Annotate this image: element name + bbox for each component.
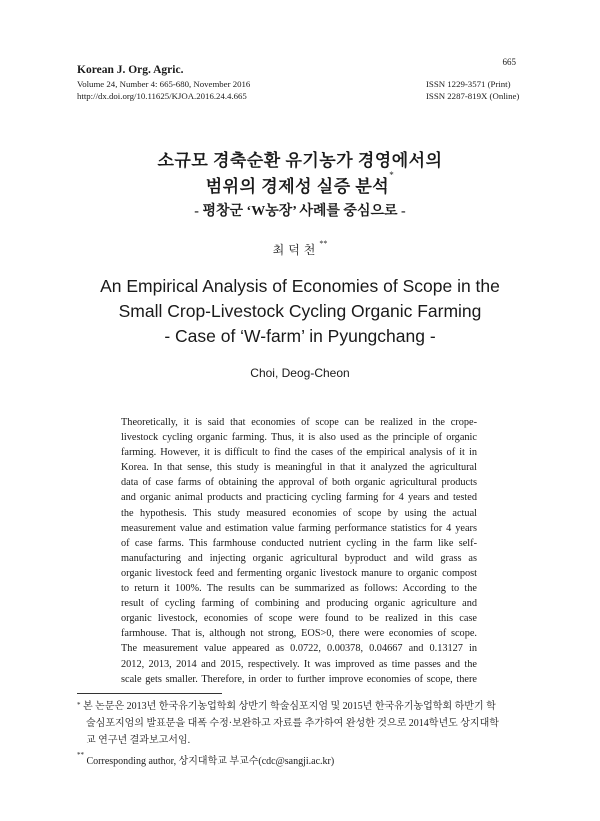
korean-author-name: 최덕천 (272, 243, 320, 257)
title-footnote-mark: * (389, 170, 395, 180)
abstract-line: 2012, 2013, 2014 and 2015, respectively. It was improved as time passes and the (121, 658, 477, 670)
english-author: Choi, Deog-Cheon (250, 366, 350, 380)
footnote-1 (77, 698, 527, 749)
footnote-2 (77, 752, 334, 767)
abstract-line: of case farms. This farmhouse conducted nutrient cycling in the farm like self- (121, 537, 477, 549)
abstract-line: The measurement value appeared as 0.0722, 0.00378, 0.04667 and 0.13127 in (121, 643, 477, 655)
abstract-line: manufacturing and injecting organic agricultural byproduct and wild grass as (121, 552, 477, 564)
abstract-line: farmhouse. That is, although not strong, EOS>0, there were economies of scope. (121, 628, 477, 640)
issn-online: ISSN 2287-819X (Online) (426, 91, 520, 101)
english-title-line-2: Small Crop-Livestock Cycling Organic Farming (118, 301, 482, 321)
journal-name: Korean J. Org. Agric. (77, 64, 184, 76)
journal-volume-line: Volume 24, Number 4: 665-680, November 2016 (77, 79, 251, 89)
doi-link[interactable]: http://dx.doi.org/10.11625/KJOA.2016.24.4.665 (77, 91, 247, 101)
abstract-line: measurement value and estimation value farming performance statistics for 4 years (121, 522, 477, 534)
english-title-line-1: An Empirical Analysis of Economies of Scope in the (100, 276, 500, 296)
footnote-2-text: Corresponding author, 상지대학교 부교수(cdc@sangji.ac.kr) (86, 756, 335, 767)
footnote-1-text-1: 본 논문은 2013년 한국유기농업학회 상반기 학술심포지엄 및 2015년 한국유기농업학회 하반기 학 (83, 701, 496, 712)
english-title-line-3: - Case of ‘W-farm’ in Pyungchang - (164, 326, 436, 346)
korean-title-line-1: 소규모 경축순환 유기농가 경영에서의 (157, 151, 443, 170)
abstract-line: organic livestock feed and fermenting organic livestock manure to organic compost (121, 567, 477, 579)
footnote-divider (77, 693, 222, 694)
issn-print: ISSN 1229-3571 (Print) (426, 79, 511, 89)
footnote-1-mark: * (77, 701, 81, 709)
footnote-1-line-1 (77, 698, 527, 715)
abstract-line: farming. However, it is difficult to find the cases of the empirical analysis of it in (121, 447, 477, 459)
abstract-line: organic livestock, economies of scope were found to be realized in this case (121, 613, 477, 625)
abstract-line: the hypothesis. This study measured economies of scope by using the actual (121, 507, 477, 519)
korean-title-line-2 (0, 172, 600, 197)
abstract-line: data of case farms of obtaining the approval of both organic agricultural products (121, 477, 477, 489)
abstract-line: livestock cycling organic farming. Thus, it is also used as the principle of organic (121, 432, 477, 444)
korean-subtitle: - 평창군 ‘W농장’ 사례를 중심으로 - (194, 204, 406, 219)
page-number: 665 (502, 57, 516, 67)
footnote-2-mark: ** (77, 751, 84, 759)
abstract-line: scale gets smaller. Therefore, in order to further improve economies of scope, there (121, 673, 477, 685)
author-footnote-mark: ** (319, 239, 328, 248)
abstract-line: Theoretically, it is said that economies of scope can be realized in the crope- (121, 417, 477, 428)
korean-title-line-2-text: 범위의 경제성 실증 분석 (205, 177, 390, 196)
footnote-1-line-3: 교 연구년 결과보고서임. (86, 735, 191, 746)
abstract-line: to return it 100%. The results can be summarized as follows: According to the (121, 583, 477, 595)
abstract-line: result of cycling farming of combining and producing organic agriculture and (121, 598, 477, 610)
abstract (121, 415, 477, 687)
korean-author (0, 241, 600, 258)
footnote-1-line-2: 술심포지엄의 발표문을 대폭 수정·보완하고 자료를 추가하여 완성한 것으로 2014학년도 상지대학 (86, 718, 499, 729)
abstract-line: and organic animal products and practicing cycling farming for 4 years and tested (121, 492, 477, 504)
abstract-line: Korea. In that sense, this study is meaningful in that it analyzed the agricultural (121, 462, 477, 474)
